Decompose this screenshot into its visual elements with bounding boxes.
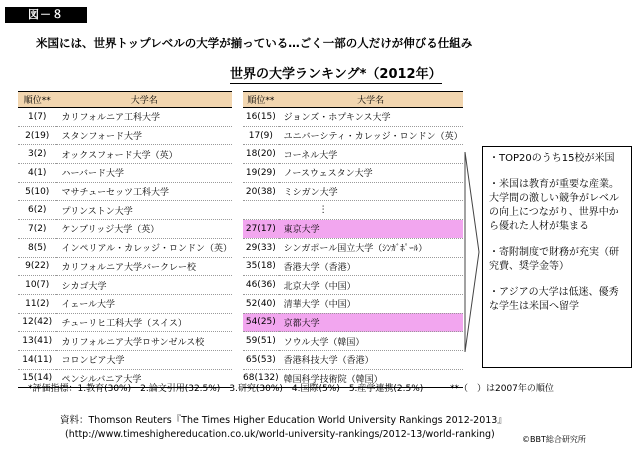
university-name-cell: 韓国科学技術院（韓国） (279, 369, 463, 388)
rank-cell: 2(19) (18, 126, 56, 145)
rank-cell: 10(7) (18, 276, 56, 295)
university-name-cell: ケンブリッジ大学（英） (56, 220, 232, 239)
chart-title: 世界の大学ランキング*（2012年） (230, 63, 442, 84)
rank-cell: 1(7) (18, 108, 56, 127)
table-row (18, 257, 232, 276)
table-header-row (18, 92, 232, 108)
rank-cell: 11(2) (18, 294, 56, 313)
table-row (18, 145, 232, 164)
source-url: (http://www.timeshighereducation.co.uk/world-university-rankings/2012-13/world-ranking) (65, 429, 495, 440)
headline: 米国には、世界トップレベルの大学が揃っている…ごく一部の人だけが伸びる仕組み (36, 36, 473, 50)
metrics-note: *評価指標：1.教育(30%) 2.論文引用(32.5%) 3.研究(30%) 4.国際(5%) 5.産学連携(2.5%) (28, 384, 424, 394)
table-row (18, 164, 232, 183)
rank-cell: 7(2) (18, 220, 56, 239)
table-row (18, 332, 232, 351)
university-name-cell: カリフォルニア大学ロサンゼルス校 (56, 332, 232, 351)
rank-cell: 6(2) (18, 201, 56, 220)
figure-label: 図－８ (5, 7, 87, 23)
table-row (243, 350, 463, 369)
rank-header: 順位** (243, 92, 279, 108)
note-item: ・米国は教育が重要な産業。大学間の激しい競争がレベルの向上につながり、世界中から優れた人材が集まる (489, 179, 619, 232)
university-name-cell: カリフォルニア工科大学 (56, 108, 232, 127)
university-name-cell: 北京大学（中国） (279, 276, 463, 295)
table-row (18, 201, 232, 220)
rank-cell: 27(17) (243, 220, 279, 239)
table-row (243, 164, 463, 183)
university-name-cell: カリフォルニア大学バークレー校 (56, 257, 232, 276)
university-name-cell: オックスフォード大学（英） (56, 145, 232, 164)
rank-cell: 15(14) (18, 369, 56, 388)
rank-cell: 18(20) (243, 145, 279, 164)
rank-cell: 4(1) (18, 164, 56, 183)
university-name-cell: コーネル大学 (279, 145, 463, 164)
table-row (243, 145, 463, 164)
previous-rank-note: **（ ）は2007年の順位 (450, 384, 554, 394)
table-row (18, 108, 232, 127)
rank-cell: 54(25) (243, 313, 279, 332)
table-row (18, 313, 232, 332)
rank-cell: 12(42) (18, 313, 56, 332)
university-name-cell: ノースウェスタン大学 (279, 164, 463, 183)
university-name-cell: シンガポール国立大学（ｼﾝｶﾞﾎﾟｰﾙ） (279, 238, 463, 257)
source-citation (60, 414, 507, 442)
university-name-cell: ハーバード大学 (56, 164, 232, 183)
rank-cell (243, 201, 279, 220)
university-name-cell: ジョンズ・ホプキンス大学 (279, 108, 463, 127)
university-name-cell: ソウル大学（韓国） (279, 332, 463, 351)
rank-cell: 29(33) (243, 238, 279, 257)
rank-cell: 20(38) (243, 182, 279, 201)
rank-cell: 5(10) (18, 182, 56, 201)
table-row (243, 182, 463, 201)
rank-header: 順位** (18, 92, 56, 108)
table-row (18, 294, 232, 313)
table-row (243, 257, 463, 276)
university-name-cell: インペリアル・カレッジ・ロンドン（英） (56, 238, 232, 257)
rank-cell: 16(15) (243, 108, 279, 127)
university-name-cell: スタンフォード大学 (56, 126, 232, 145)
rank-cell: 65(53) (243, 350, 279, 369)
table-row (18, 126, 232, 145)
university-name-cell: プリンストン大学 (56, 201, 232, 220)
university-name-cell: 清華大学（中国） (279, 294, 463, 313)
table-row (18, 276, 232, 295)
name-header: 大学名 (279, 92, 463, 108)
university-name-cell: 京都大学 (279, 313, 463, 332)
source-line: 資料：Thomson Reuters『The Times Higher Education World University Rankings 2012-2013』 (60, 415, 507, 426)
note-item: ・寄附制度で財務が充実（研究費、奨学金等） (489, 247, 619, 272)
table-row (243, 238, 463, 257)
university-name-cell: ペンシルバニア大学 (56, 369, 232, 388)
chevron-right-arrow-icon (464, 152, 480, 352)
university-name-cell: シカゴ大学 (56, 276, 232, 295)
ranking-table-left (18, 91, 232, 388)
note-item: ・アジアの大学は低迷、優秀な学生は米国へ留学 (489, 287, 619, 312)
rank-cell: 14(11) (18, 350, 56, 369)
table-row (18, 182, 232, 201)
rank-cell: 52(40) (243, 294, 279, 313)
rank-cell: 13(41) (18, 332, 56, 351)
table-row (243, 332, 463, 351)
table-row (243, 276, 463, 295)
right-table-body (243, 108, 463, 388)
rank-cell: 8(5) (18, 238, 56, 257)
table-row (243, 108, 463, 127)
table-row (243, 126, 463, 145)
table-row (18, 350, 232, 369)
table-row (243, 313, 463, 332)
notes-box (482, 146, 632, 368)
university-name-cell: ⋮ (279, 201, 463, 220)
university-name-cell: 東京大学 (279, 220, 463, 239)
table-row (243, 201, 463, 220)
university-name-cell: 香港大学（香港） (279, 257, 463, 276)
copyright: ©BBT総合研究所 (522, 435, 586, 444)
rank-cell: 68(132) (243, 369, 279, 388)
university-name-cell: イェール大学 (56, 294, 232, 313)
ranking-table-right (243, 91, 463, 388)
name-header: 大学名 (56, 92, 232, 108)
table-row (18, 238, 232, 257)
university-name-cell: マサチューセッツ工科大学 (56, 182, 232, 201)
rank-cell: 35(18) (243, 257, 279, 276)
table-row (243, 294, 463, 313)
table-row (243, 220, 463, 239)
university-name-cell: ミシガン大学 (279, 182, 463, 201)
rank-cell: 59(51) (243, 332, 279, 351)
university-name-cell: チューリヒ工科大学（スイス） (56, 313, 232, 332)
left-table-body (18, 108, 232, 388)
table-header-row (243, 92, 463, 108)
university-name-cell: 香港科技大学（香港） (279, 350, 463, 369)
rank-cell: 17(9) (243, 126, 279, 145)
rank-cell: 3(2) (18, 145, 56, 164)
table-row (18, 220, 232, 239)
university-name-cell: ユニバーシティ・カレッジ・ロンドン（英） (279, 126, 463, 145)
rank-cell: 9(22) (18, 257, 56, 276)
rank-cell: 19(29) (243, 164, 279, 183)
rank-cell: 46(36) (243, 276, 279, 295)
note-item: ・TOP20のうち15校が米国 (489, 153, 615, 164)
university-name-cell: コロンビア大学 (56, 350, 232, 369)
